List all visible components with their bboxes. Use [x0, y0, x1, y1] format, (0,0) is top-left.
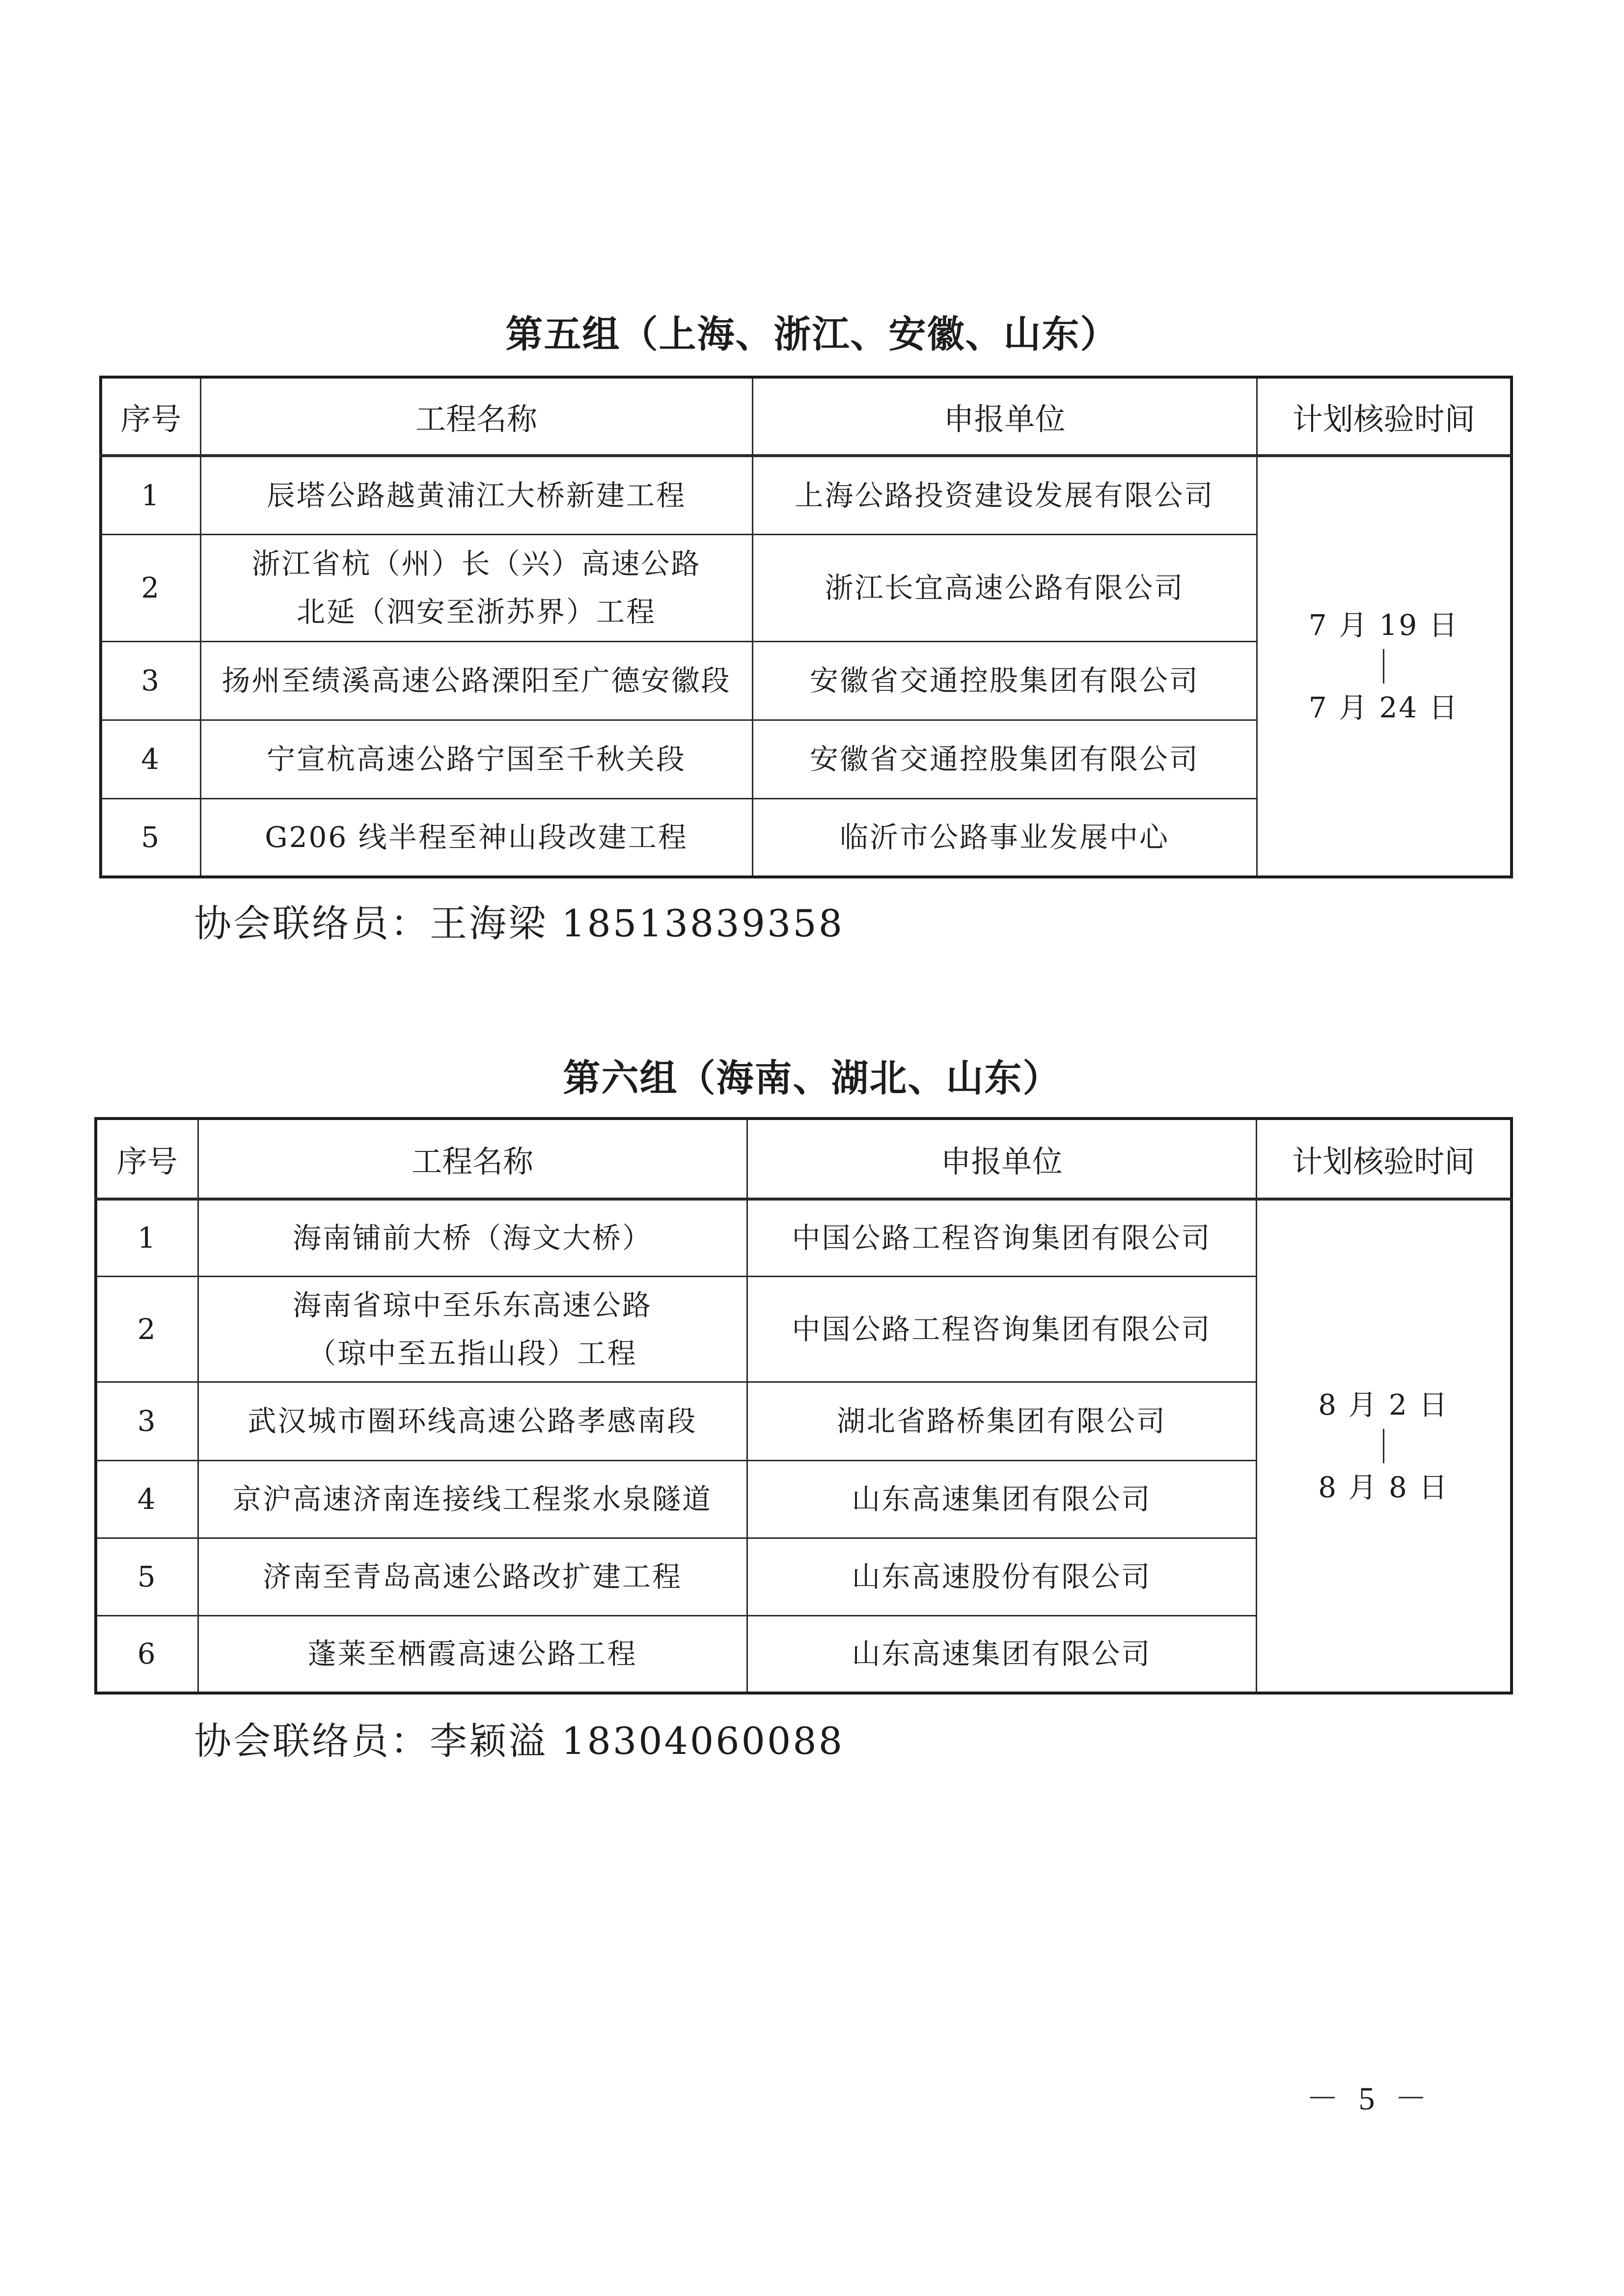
page-number: － 5 －	[1306, 2081, 1433, 2117]
table-row	[101, 456, 1512, 534]
planned-time	[1257, 456, 1512, 877]
applicant-unit: 中国公路工程咨询集团有限公司	[747, 1199, 1256, 1276]
row-number: 1	[101, 456, 200, 534]
applicant-unit: 安徽省交通控股集团有限公司	[752, 720, 1257, 798]
header-planned-time: 计划核验时间	[1257, 377, 1512, 456]
table-header-row	[101, 377, 1512, 456]
header-seq: 序号	[96, 1119, 198, 1199]
applicant-unit: 中国公路工程咨询集团有限公司	[747, 1276, 1256, 1382]
group-5-table	[99, 376, 1513, 878]
table-header-row	[96, 1119, 1512, 1199]
applicant-unit: 湖北省路桥集团有限公司	[747, 1382, 1256, 1460]
applicant-unit: 山东高速股份有限公司	[747, 1538, 1256, 1615]
project-name: 武汉城市圈环线高速公路孝感南段	[198, 1382, 747, 1460]
project-name: 扬州至绩溪高速公路溧阳至广德安徽段	[200, 641, 752, 720]
project-name-line: 北延（泗安至浙苏界）工程	[296, 595, 656, 629]
project-name	[198, 1276, 747, 1382]
time-separator	[1383, 1429, 1384, 1463]
planned-time-start: 8 月 2 日	[1318, 1388, 1449, 1421]
applicant-unit: 山东高速集团有限公司	[747, 1460, 1256, 1538]
row-number: 5	[96, 1538, 198, 1615]
planned-time-start: 7 月 19 日	[1308, 608, 1459, 642]
project-name: 宁宣杭高速公路宁国至千秋关段	[200, 720, 752, 798]
project-name-line: （琼中至五指山段）工程	[307, 1336, 637, 1370]
group-6-contact: 协会联络员：李颖溢 18304060088	[194, 1719, 845, 1763]
planned-time-end: 8 月 8 日	[1318, 1471, 1449, 1504]
header-planned-time: 计划核验时间	[1256, 1119, 1512, 1199]
group-6-title: 第六组（海南、湖北、山东）	[563, 1056, 1061, 1100]
time-separator	[1383, 649, 1384, 683]
project-name: 海南铺前大桥（海文大桥）	[198, 1199, 747, 1276]
project-name: 济南至青岛高速公路改扩建工程	[198, 1538, 747, 1615]
row-number: 6	[96, 1615, 198, 1693]
applicant-unit: 山东高速集团有限公司	[747, 1615, 1256, 1693]
project-name: 京沪高速济南连接线工程浆水泉隧道	[198, 1460, 747, 1538]
row-number: 4	[101, 720, 200, 798]
header-project-name: 工程名称	[198, 1119, 747, 1199]
project-name: 辰塔公路越黄浦江大桥新建工程	[200, 456, 752, 534]
row-number: 1	[96, 1199, 198, 1276]
header-project-name: 工程名称	[200, 377, 752, 456]
row-number: 3	[101, 641, 200, 720]
group-6-table	[94, 1117, 1513, 1695]
row-number: 4	[96, 1460, 198, 1538]
group-5-title: 第五组（上海、浙江、安徽、山东）	[505, 312, 1119, 356]
row-number: 3	[96, 1382, 198, 1460]
row-number: 2	[96, 1276, 198, 1382]
applicant-unit: 上海公路投资建设发展有限公司	[752, 456, 1257, 534]
header-applicant: 申报单位	[752, 377, 1257, 456]
header-seq: 序号	[101, 377, 200, 456]
project-name	[200, 534, 752, 641]
planned-time-end: 7 月 24 日	[1308, 691, 1459, 724]
project-name-line: 海南省琼中至乐东高速公路	[292, 1288, 652, 1322]
project-name: 蓬莱至栖霞高速公路工程	[198, 1615, 747, 1693]
project-name-line: 浙江省杭（州）长（兴）高速公路	[251, 547, 701, 580]
project-name: G206 线半程至神山段改建工程	[200, 798, 752, 877]
header-applicant: 申报单位	[747, 1119, 1256, 1199]
applicant-unit: 临沂市公路事业发展中心	[752, 798, 1257, 877]
table-row	[96, 1199, 1512, 1276]
group-5-contact: 协会联络员：王海梁 18513839358	[194, 902, 845, 945]
row-number: 5	[101, 798, 200, 877]
applicant-unit: 浙江长宜高速公路有限公司	[752, 534, 1257, 641]
row-number: 2	[101, 534, 200, 641]
planned-time	[1256, 1199, 1512, 1693]
applicant-unit: 安徽省交通控股集团有限公司	[752, 641, 1257, 720]
